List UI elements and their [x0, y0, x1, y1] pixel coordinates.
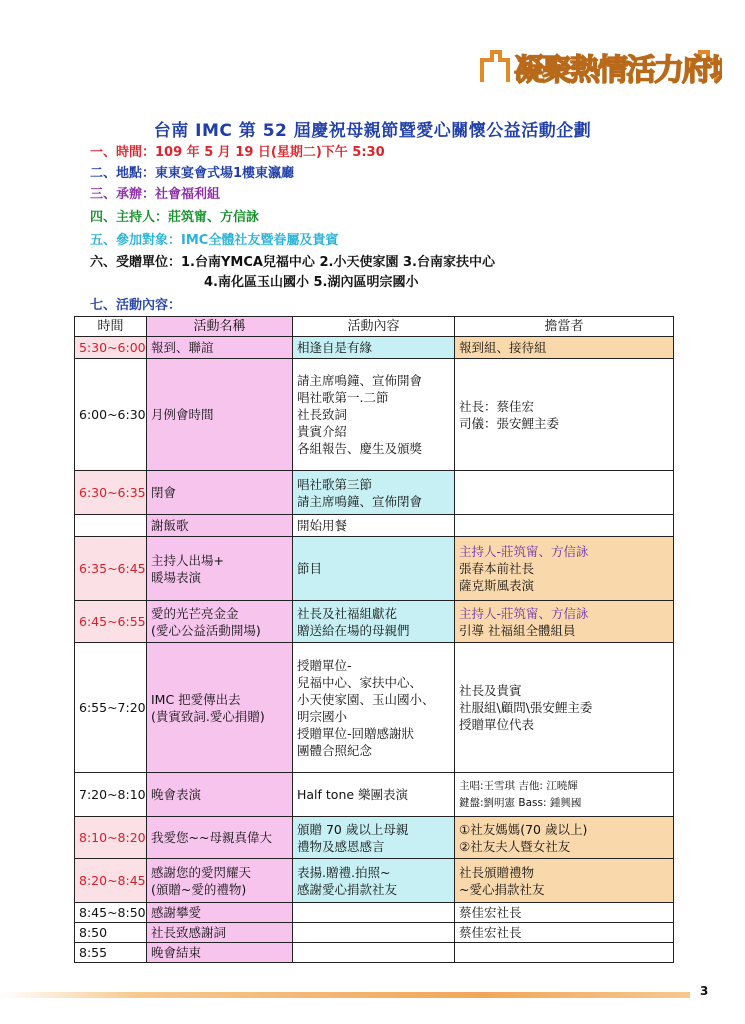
table-row — [75, 471, 674, 515]
table-row — [75, 537, 674, 601]
info-content-heading: 七、活動內容： — [90, 298, 182, 313]
row-owner: ①社友媽媽(70 歲以上) ②社友夫人暨女社友 — [455, 817, 674, 859]
row-time: 7:20~8:10 — [75, 773, 147, 817]
row-time: 6:30~6:35 — [75, 471, 147, 515]
schedule-table — [74, 316, 674, 963]
row-time: 8:10~8:20 — [75, 817, 147, 859]
table-row — [75, 817, 674, 859]
row-activity-content: 頒贈 70 歲以上母親 禮物及感恩感言 — [293, 817, 455, 859]
row-activity-name: IMC 把愛傳出去 (貴賓致詞.愛心捐贈) — [147, 643, 293, 773]
table-row — [75, 859, 674, 903]
row-activity-content — [293, 903, 455, 923]
row-time: 8:55 — [75, 943, 147, 963]
info-recipients-line2: 4.南化區玉山國小 5.湖內區明宗國小 — [204, 275, 419, 290]
row-time: 8:20~8:45 — [75, 859, 147, 903]
row-activity-content: Half tone 樂團表演 — [293, 773, 455, 817]
row-time: 8:45~8:50 — [75, 903, 147, 923]
table-row — [75, 359, 674, 471]
row-owner: 主唱:王雪琪 吉他: 江曉輝 鍵盤:劉明憲 Bass: 鍾興國 — [455, 773, 674, 817]
table-header-row — [75, 317, 674, 337]
row-time: 6:55~7:20 — [75, 643, 147, 773]
info-time: 一、時間：109 年 5 月 19 日(星期二)下午 5:30 — [90, 145, 385, 160]
row-activity-name: 報到、聯誼 — [147, 337, 293, 359]
row-owner: 蔡佳宏社長 — [455, 923, 674, 943]
header-owner: 擔當者 — [455, 317, 674, 337]
row-activity-name: 晚會結束 — [147, 943, 293, 963]
table-row — [75, 903, 674, 923]
row-activity-name: 感謝您的愛閃耀天 (頒贈~愛的禮物) — [147, 859, 293, 903]
row-activity-content: 開始用餐 — [293, 515, 455, 537]
row-owner: 報到組、接待組 — [455, 337, 674, 359]
table-row — [75, 515, 674, 537]
row-activity-content: 請主席鳴鐘、宣佈開會 唱社歌第一.二節 社長致詞 貴賓介紹 各組報告、慶生及頒獎 — [293, 359, 455, 471]
row-owner: 主持人-莊筑甯、方信詠 引導 社福組全體組員 — [455, 601, 674, 643]
footer-bar — [0, 992, 690, 998]
row-owner: 社長：蔡佳宏 司儀：張安鯉主委 — [455, 359, 674, 471]
row-activity-name: 我愛您~~母親真偉大 — [147, 817, 293, 859]
row-owner — [455, 515, 674, 537]
info-place: 二、地點：東東宴會式場1樓東瀛廳 — [90, 166, 295, 181]
row-activity-name: 月例會時間 — [147, 359, 293, 471]
logo-graphic — [478, 30, 722, 100]
row-activity-content: 相逢自是有緣 — [293, 337, 455, 359]
row-time: 5:30~6:00 — [75, 337, 147, 359]
row-activity-content: 節目 — [293, 537, 455, 601]
row-activity-name: 晚會表演 — [147, 773, 293, 817]
svg-text:凝聚熱情活力府城: 凝聚熱情活力府城 — [514, 53, 722, 88]
table-row — [75, 923, 674, 943]
row-owner: 社長頒贈禮物 ~愛心捐款社友 — [455, 859, 674, 903]
info-recipients-line1: 六、受贈單位：1.台南YMCA兒福中心 2.小天使家園 3.台南家扶中心 — [90, 255, 495, 270]
table-row — [75, 601, 674, 643]
row-activity-content — [293, 943, 455, 963]
row-activity-content: 授贈單位- 兒福中心、家扶中心、 小天使家園、玉山國小、 明宗國小 授贈單位-回贈感謝狀 團體合照紀念 — [293, 643, 455, 773]
row-activity-content: 表揚.贈禮.拍照~ 感謝愛心捐款社友 — [293, 859, 455, 903]
row-activity-content: 唱社歌第三節 請主席鳴鐘、宣佈閉會 — [293, 471, 455, 515]
table-row — [75, 943, 674, 963]
info-participants: 五、參加對象：IMC全體社友暨眷屬及貴賓 — [90, 233, 339, 248]
row-activity-name: 主持人出場+ 暖場表演 — [147, 537, 293, 601]
row-owner — [455, 471, 674, 515]
page-number: 3 — [700, 984, 709, 998]
header-activity-name: 活動名稱 — [147, 317, 293, 337]
row-owner — [455, 943, 674, 963]
row-time: 8:50 — [75, 923, 147, 943]
row-owner: 蔡佳宏社長 — [455, 903, 674, 923]
table-row — [75, 773, 674, 817]
header-time: 時間 — [75, 317, 147, 337]
logo — [478, 30, 722, 100]
row-activity-name: 閉會 — [147, 471, 293, 515]
header-activity-content: 活動內容 — [293, 317, 455, 337]
row-activity-name: 愛的光芒亮金金 (愛心公益活動開場) — [147, 601, 293, 643]
row-activity-content — [293, 923, 455, 943]
table-row — [75, 337, 674, 359]
row-owner: 主持人-莊筑甯、方信詠 張春本前社長 薩克斯風表演 — [455, 537, 674, 601]
row-owner: 社長及貴賓 社服組\顧問\張安鯉主委 授贈單位代表 — [455, 643, 674, 773]
row-time — [75, 515, 147, 537]
table-row — [75, 643, 674, 773]
row-activity-name: 社長致感謝詞 — [147, 923, 293, 943]
page-title: 台南 IMC 第 52 屆慶祝母親節暨愛心關懷公益活動企劃 — [153, 121, 592, 141]
row-activity-name: 感謝攀愛 — [147, 903, 293, 923]
row-activity-content: 社長及社福組獻花 贈送給在場的母親們 — [293, 601, 455, 643]
row-time: 6:45~6:55 — [75, 601, 147, 643]
info-organizer: 三、承辦：社會福利組 — [90, 187, 221, 202]
row-time: 6:35~6:45 — [75, 537, 147, 601]
row-activity-name: 謝飯歌 — [147, 515, 293, 537]
info-hosts: 四、主持人：莊筑甯、方信詠 — [90, 210, 260, 225]
row-time: 6:00~6:30 — [75, 359, 147, 471]
